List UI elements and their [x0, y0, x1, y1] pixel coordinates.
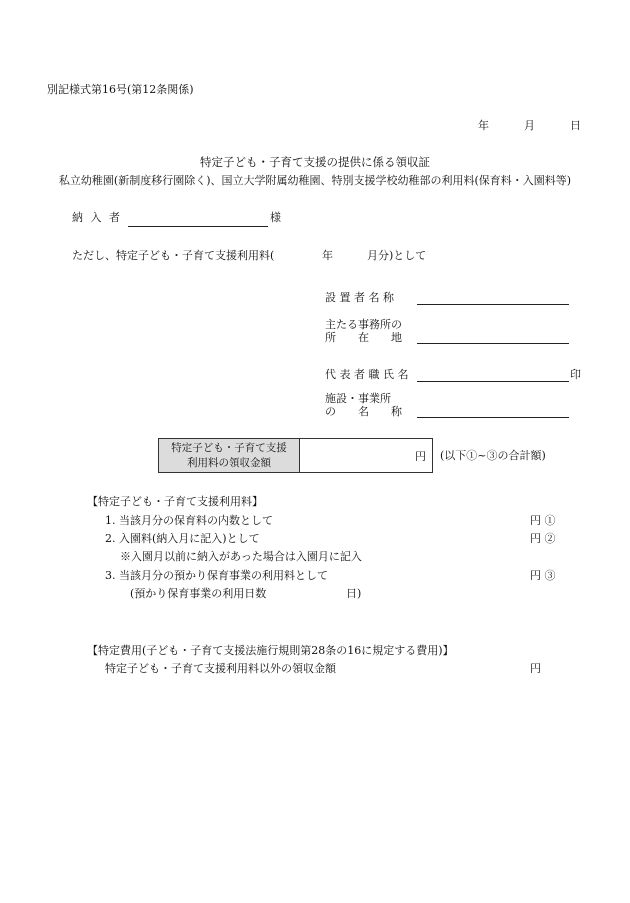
facility-name-label-1: 施設・事業所 — [325, 392, 391, 405]
section2-unit: 円 — [530, 662, 541, 675]
facility-name-label-2: の 名 称 — [325, 405, 402, 418]
office-address-line[interactable] — [417, 343, 569, 344]
section2-item: 特定子ども・子育て支援利用料以外の領収金額 — [105, 662, 336, 675]
representative-line[interactable] — [417, 381, 569, 382]
office-address-label-2: 所 在 地 — [325, 331, 402, 344]
section1-item3-note-suffix: 日) — [346, 587, 362, 600]
document-subtitle: 私立幼稚園(新制度移行園除く)、国立大学附属幼稚園、特別支援学校幼稚部の利用料(保育料・入園料等) — [58, 174, 572, 187]
form-number: 別記様式第16号(第12条関係) — [47, 83, 194, 96]
section1-item3: 3. 当該月分の預かり保育事業の利用料として — [105, 569, 328, 582]
amount-note: (以下①~③の合計額) — [440, 449, 546, 462]
section1-item2-note: ※入園月以前に納入があった場合は入園月に記入 — [120, 550, 362, 563]
payer-name-line[interactable] — [128, 226, 268, 227]
section1-item2-mark: 円 ② — [530, 532, 556, 545]
founder-name-line[interactable] — [417, 304, 569, 305]
purpose-month-suffix: 月分)として — [367, 249, 427, 262]
seal-mark: 印 — [570, 368, 581, 381]
payer-suffix: 様 — [270, 211, 281, 224]
payer-label: 納 入 者 — [72, 211, 122, 224]
section2-heading: 【特定費用(子ども・子育て支援法施行規則第28条の16に規定する費用)】 — [87, 644, 454, 657]
amount-box — [158, 438, 433, 473]
founder-name-label: 設 置 者 名 称 — [325, 291, 394, 304]
section1-item3-note-prefix: (預かり保育事業の利用日数 — [130, 587, 267, 600]
purpose-prefix: ただし、特定子ども・子育て支援利用料( — [72, 249, 275, 262]
document-title: 特定子ども・子育て支援の提供に係る領収証 — [200, 155, 430, 169]
section1-heading: 【特定子ども・子育て支援利用料】 — [87, 495, 263, 508]
amount-box-unit: 円 — [415, 449, 426, 463]
amount-box-label-line1: 特定子ども・子育て支援 — [171, 442, 287, 455]
section1-item3-mark: 円 ③ — [530, 569, 556, 582]
representative-label: 代 表 者 職 氏 名 — [325, 368, 409, 381]
date-month: 月 — [524, 119, 535, 132]
section1-item1: 1. 当該月分の保育料の内数として — [105, 514, 273, 527]
amount-box-label — [159, 439, 300, 472]
facility-name-line[interactable] — [417, 417, 569, 418]
date-year: 年 — [478, 119, 489, 132]
section1-item1-mark: 円 ① — [530, 514, 556, 527]
section1-item2: 2. 入園料(納入月に記入)として — [105, 532, 260, 545]
amount-box-label-line2: 利用料の領収金額 — [187, 456, 271, 469]
office-address-label-1: 主たる事務所の — [325, 318, 402, 331]
amount-box-value[interactable] — [300, 439, 432, 472]
date-day: 日 — [570, 119, 581, 132]
purpose-year: 年 — [322, 249, 333, 262]
